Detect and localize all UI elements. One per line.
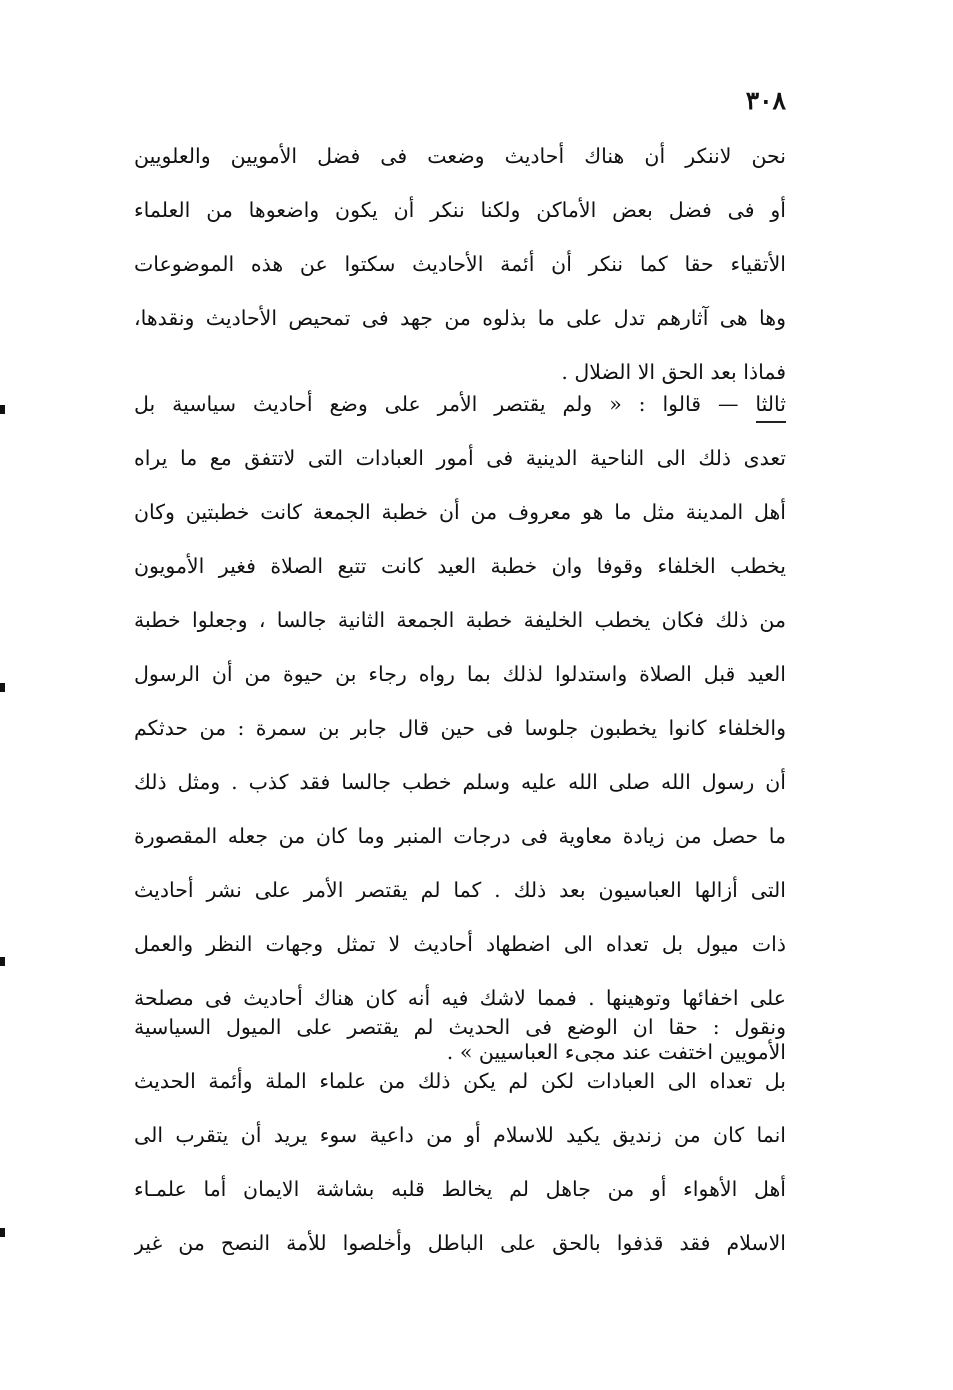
text-line: أهل المدينة مثل ما هو معروف من أن خطبة الجمعة كانت خطبتين وكان	[134, 500, 786, 524]
text-line: وها هى آثارهم تدل على ما بذلوه من جهد فى تمحيص الأحاديث ونقدها،	[134, 306, 786, 330]
scan-edge-mark	[0, 405, 5, 414]
paragraph-3	[134, 1000, 786, 1270]
paragraph-1	[134, 129, 786, 399]
text-line: ذات ميول بل تعداه الى اضطهاد أحاديث لا تمثل وجهات النظر والعمل	[134, 932, 786, 956]
text-line: نحن لاننكر أن هناك أحاديث وضعت فى فضل الأمويين والعلويين	[134, 144, 786, 168]
scan-edge-mark	[0, 683, 5, 692]
text-line: تعدى ذلك الى الناحية الدينية فى أمور العبادات التى لاتتفق مع ما يراه	[134, 446, 786, 470]
text-line: ثالثا — قالوا : « ولم يقتصر الأمر على وضع أحاديث سياسية بل	[134, 392, 786, 416]
text-line: أو فى فضل بعض الأماكن ولكنا ننكر أن يكون واضعوها من العلماء	[134, 198, 786, 222]
text-line: يخطب الخلفاء وقوفا وان خطبة العيد كانت تتبع الصلاة فغير الأمويون	[134, 554, 786, 578]
text-line: ما حصل من زيادة معاوية فى درجات المنبر وما كان من جعله المقصورة	[134, 824, 786, 848]
text-line: أهل الأهواء أو من جاهل لم يخالط قلبه بشاشة الايمان أما علمـاء	[134, 1177, 786, 1201]
text-line: الأتقياء حقا كما ننكر أن أئمة الأحاديث سكتوا عن هذه الموضوعات	[134, 252, 786, 276]
scan-edge-mark	[0, 957, 5, 966]
text-line: فماذا بعد الحق الا الضلال .	[561, 360, 786, 384]
page-number: ٣٠٨	[745, 86, 786, 115]
text-line: التى أزالها العباسيون بعد ذلك . كما لم يقتصر الأمر على نشر أحاديث	[134, 878, 786, 902]
text-line: على اخفائها وتوهينها . فمما لاشك فيه أنه كان هناك أحاديث فى مصلحة	[134, 986, 786, 1010]
text-line: الأمويين اختفت عند مجىء العباسيين » .	[446, 1040, 786, 1064]
text-line: ونقول : حقا ان الوضع فى الحديث لم يقتصر على الميول السياسية	[134, 1015, 786, 1039]
text-line: انما كان من زنديق يكيد للاسلام أو من داعية سوء يريد أن يتقرب الى	[134, 1123, 786, 1147]
scan-edge-mark	[0, 1228, 5, 1237]
text-line: الاسلام فقد قذفوا بالحق على الباطل وأخلصوا للأمة النصح من غير	[134, 1231, 786, 1255]
text-line: والخلفاء كانوا يخطبون جلوسا فى حين قال جابر بن سمرة : من حدثكم	[134, 716, 786, 740]
paragraph-2	[134, 377, 786, 1079]
text-line: العيد قبل الصلاة واستدلوا لذلك بما رواه رجاء بن حيوة من أن الرسول	[134, 662, 786, 686]
section-underline	[756, 421, 786, 423]
text-line: أن رسول الله صلى الله عليه وسلم خطب جالسا فقد كذب . ومثل ذلك	[134, 770, 786, 794]
text-line: من ذلك فكان يخطب الخليفة خطبة الجمعة الثانية جالسا ، وجعلوا خطبة	[134, 608, 786, 632]
text-line: بل تعداه الى العبادات لكن لم يكن ذلك من علماء الملة وأئمة الحديث	[134, 1069, 786, 1093]
